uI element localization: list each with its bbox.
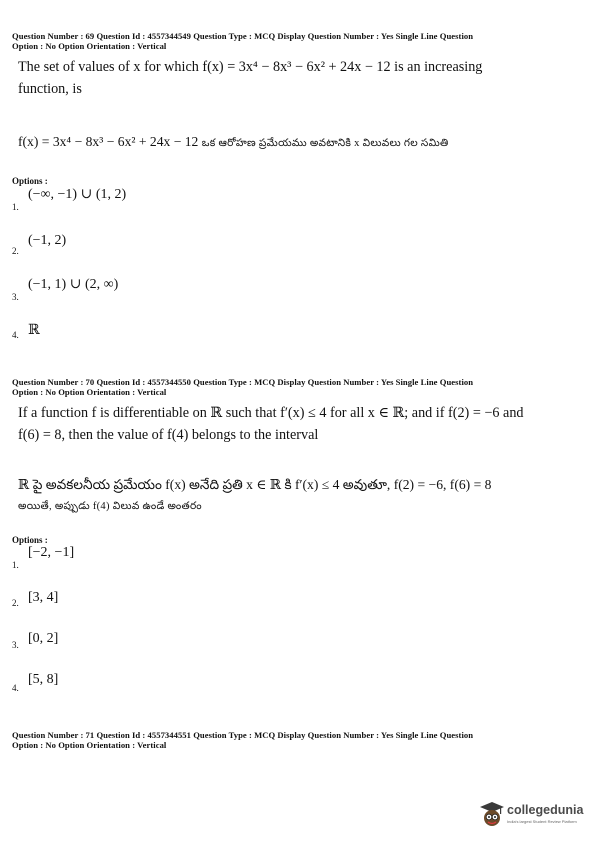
question-70-telugu	[18, 474, 583, 518]
option-number: 3.	[12, 292, 19, 302]
question-69-telugu	[18, 131, 583, 155]
graduate-mascot-icon	[479, 801, 505, 829]
option-3[interactable]: (−1, 1) ∪ (2, ∞)	[28, 277, 119, 292]
question-header-line1: Question Number : 70 Question Id : 4557344550 Question Type : MCQ Display Question Number : Yes Single Line Question	[12, 377, 474, 387]
option-2[interactable]: [3, 4]	[28, 590, 59, 605]
option-1[interactable]: [−2, −1]	[28, 545, 75, 560]
options-label: Options :	[12, 176, 48, 186]
option-number: 4.	[12, 683, 19, 693]
collegedunia-logo	[479, 801, 587, 831]
question-71-header	[12, 731, 582, 750]
option-number: 2.	[12, 598, 19, 608]
telugu-text: ఒక ఆరోహణ ప్రమేయము అవటానికి x విలువలు గల సమితి	[201, 138, 449, 149]
question-70-english	[18, 402, 578, 446]
question-header-line1: Question Number : 71 Question Id : 4557344551 Question Type : MCQ Display Question Number : Yes Single Line Question	[12, 730, 474, 740]
logo-wordmark: collegedunia	[507, 803, 584, 817]
option-number: 2.	[12, 246, 19, 256]
question-70-header	[12, 378, 582, 397]
question-header-line2: Option : No Option Orientation : Vertical	[12, 40, 167, 51]
option-4[interactable]: ℝ	[28, 323, 40, 338]
question-text-line1: The set of values of x for which f(x) = 3x⁴ − 8x³ − 6x² + 24x − 12 is an increasing	[18, 59, 483, 75]
question-text-line1: If a function f is differentiable on ℝ such that f′(x) ≤ 4 for all x ∈ ℝ; and if f(2) = −6 and	[18, 405, 524, 421]
option-3[interactable]: [0, 2]	[28, 631, 59, 646]
question-text-line2: function, is	[18, 81, 82, 97]
question-text-line2: f(6) = 8, then the value of f(4) belongs to the interval	[18, 427, 319, 443]
telugu-line2: అయితే, అప్పుడు f(4) విలువ ఉండే అంతరం	[18, 501, 202, 512]
option-number: 1.	[12, 202, 19, 212]
question-header-line2: Option : No Option Orientation : Vertical	[12, 739, 167, 750]
question-header-line1: Question Number : 69 Question Id : 4557344549 Question Type : MCQ Display Question Number : Yes Single Line Question	[12, 31, 474, 41]
option-2[interactable]: (−1, 2)	[28, 233, 67, 248]
option-number: 4.	[12, 330, 19, 340]
question-header-line2: Option : No Option Orientation : Vertical	[12, 386, 167, 397]
telugu-line1: ℝ పై అవకలనీయ ప్రమేయం f(x) అనేది ప్రతి x ∈ ℝ కి f′(x) ≤ 4 అవుతూ, f(2) = −6, f(6) = 8	[18, 477, 492, 492]
question-69-header	[12, 32, 582, 51]
telugu-formula: f(x) = 3x⁴ − 8x³ − 6x² + 24x − 12	[18, 134, 199, 149]
question-69-english	[18, 56, 578, 100]
option-1[interactable]: (−∞, −1) ∪ (1, 2)	[28, 187, 127, 202]
option-number: 3.	[12, 640, 19, 650]
options-label: Options :	[12, 535, 48, 545]
logo-tagline: India's largest Student Review Platform	[507, 819, 577, 824]
option-4[interactable]: [5, 8]	[28, 672, 59, 687]
option-number: 1.	[12, 560, 19, 570]
